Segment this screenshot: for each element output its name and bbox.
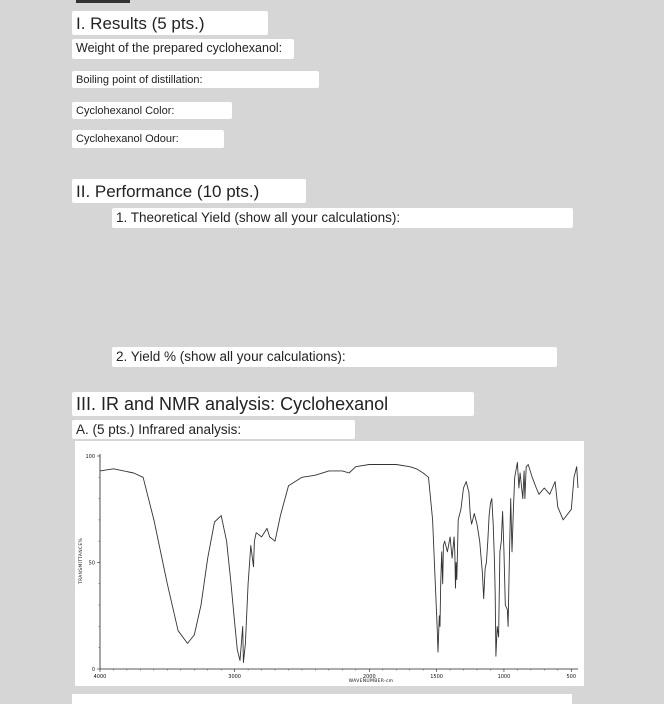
question-yield-percent: 2. Yield % (show all your calculations): bbox=[112, 347, 557, 367]
section-2-title: II. Performance (10 pts.) bbox=[72, 179, 306, 203]
x-tick-label: 1000 bbox=[497, 674, 511, 680]
x-tick-label: 1500 bbox=[430, 674, 443, 680]
part-a-title: A. (5 pts.) Infrared analysis: bbox=[72, 420, 355, 439]
field-weight-label: Weight of the prepared cyclohexanol: bbox=[72, 39, 294, 59]
previous-section-underline bbox=[76, 0, 130, 3]
x-tick-label: 2000 bbox=[362, 674, 376, 680]
section-1-title: I. Results (5 pts.) bbox=[72, 11, 268, 35]
x-tick-label: 4000 bbox=[93, 674, 107, 680]
ticks-layer bbox=[85, 454, 576, 680]
y-tick-label: 0 bbox=[91, 666, 95, 673]
axes-layer bbox=[100, 454, 578, 669]
field-odour-label: Cyclohexanol Odour: bbox=[72, 130, 224, 148]
y-tick-label: 100 bbox=[85, 453, 95, 460]
y-tick-label: 50 bbox=[88, 560, 95, 567]
x-tick-label: 500 bbox=[566, 674, 577, 680]
section-3-title: III. IR and NMR analysis: Cyclohexanol bbox=[72, 392, 474, 416]
question-theoretical-yield: 1. Theoretical Yield (show all your calculations): bbox=[112, 208, 573, 228]
y-axis-title: TRANSMITTANCE% bbox=[79, 537, 84, 585]
field-color-label: Cyclohexanol Color: bbox=[72, 102, 232, 119]
ir-spectrum-chart bbox=[75, 441, 584, 686]
series-line-transmittance bbox=[100, 462, 578, 662]
x-tick-label: 3000 bbox=[228, 674, 242, 680]
x-axis-title: WAVENUMBER-cm bbox=[348, 679, 394, 684]
next-field-box bbox=[72, 694, 572, 704]
ir-spectrum-svg bbox=[75, 441, 584, 686]
field-boiling-point-label: Boiling point of distillation: bbox=[72, 71, 319, 88]
